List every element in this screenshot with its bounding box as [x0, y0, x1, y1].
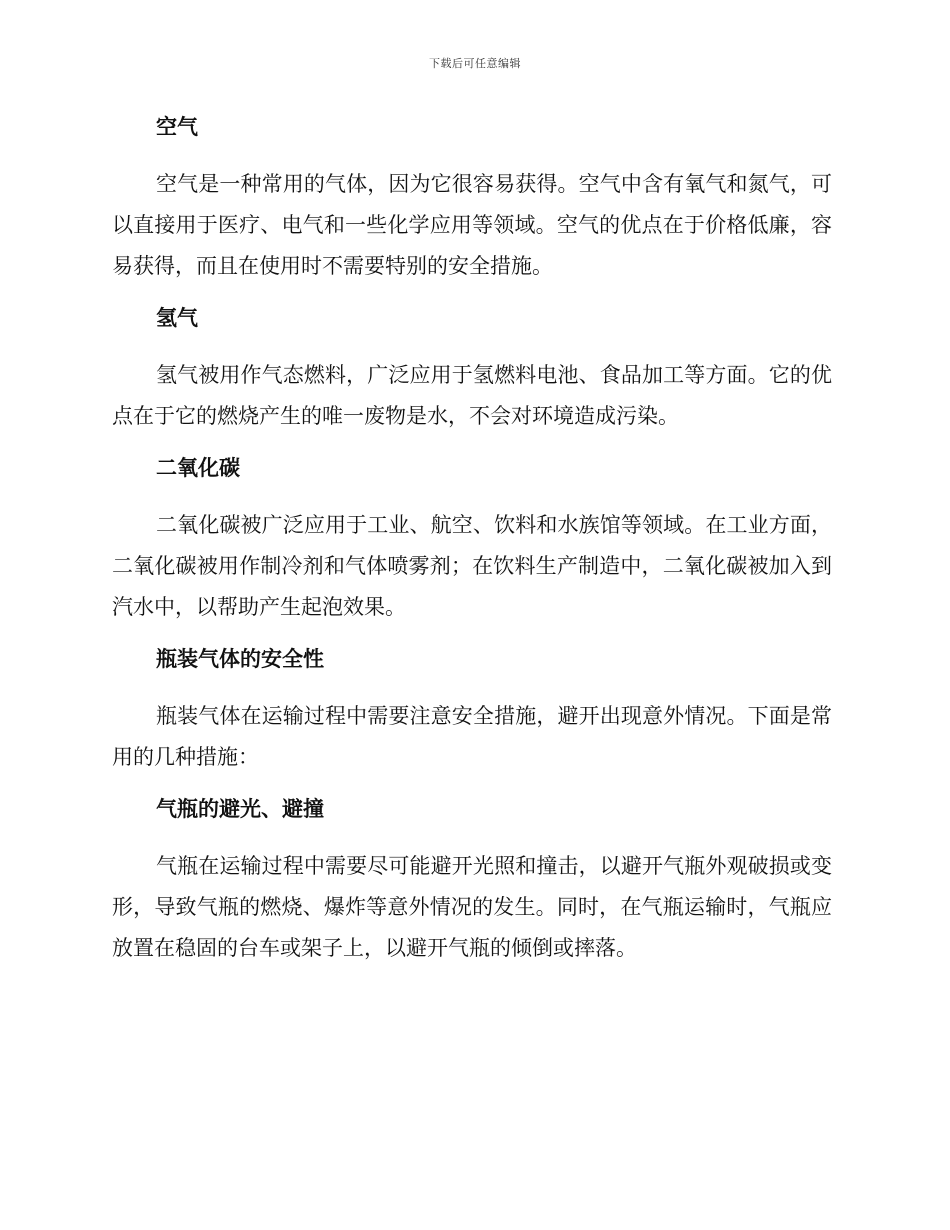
section-paragraph-air: 空气是一种常用的气体，因为它很容易获得。空气中含有氧气和氮气，可以直接用于医疗、电气和一些化学应用等领域。空气的优点在于价格低廉，容易获得，而且在使用时不需要特别的安全措施。 [112, 172, 832, 278]
section-heading-bottled-gas-safety: 瓶装气体的安全性 [156, 647, 324, 671]
section-paragraph-hydrogen: 氢气被用作气态燃料，广泛应用于氢燃料电池、食品加工等方面。它的优点在于它的燃烧产生的唯一废物是水，不会对环境造成污染。 [112, 363, 832, 428]
section-paragraph-carbon-dioxide: 二氧化碳被广泛应用于工业、航空、饮料和水族馆等领域。在工业方面，二氧化碳被用作制冷剂和气体喷雾剂；在饮料生产制造中，二氧化碳被加入到汽水中，以帮助产生起泡效果。 [112, 513, 832, 619]
section-heading-air: 空气 [156, 115, 198, 139]
section-heading-hydrogen: 氢气 [156, 306, 198, 330]
page-header-note: 下载后可任意编辑 [429, 57, 521, 70]
document-body [112, 108, 832, 969]
section-heading-cylinder-protection: 气瓶的避光、避撞 [156, 797, 324, 821]
section-paragraph-cylinder-protection: 气瓶在运输过程中需要尽可能避开光照和撞击，以避开气瓶外观破损或变形，导致气瓶的燃烧、爆炸等意外情况的发生。同时，在气瓶运输时，气瓶应放置在稳固的台车或架子上，以避开气瓶的倾倒或摔落。 [112, 854, 832, 960]
section-paragraph-bottled-gas-safety: 瓶装气体在运输过程中需要注意安全措施，避开出现意外情况。下面是常用的几种措施： [112, 704, 832, 769]
section-heading-carbon-dioxide: 二氧化碳 [156, 456, 240, 480]
